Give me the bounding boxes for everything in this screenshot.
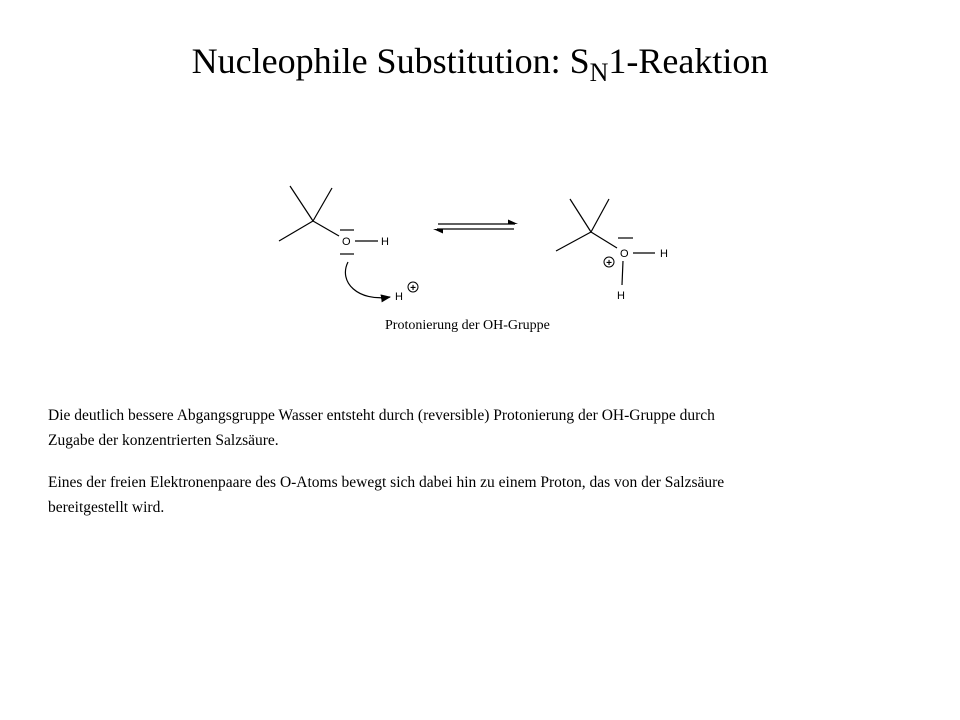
left-bond-3: [279, 221, 313, 241]
title-main: Nucleophile Substitution: S: [191, 41, 590, 81]
right-bond-1: [570, 199, 591, 232]
right-oxygen-label: O: [620, 248, 629, 260]
left-bond-co: [313, 221, 339, 236]
right-charge-sign: +: [606, 258, 612, 269]
title-subscript: N: [589, 58, 609, 87]
right-hydrogen-label-1: H: [660, 248, 668, 260]
right-bond-3: [556, 232, 591, 251]
scheme-caption: Protonierung der OH-Gruppe: [385, 318, 550, 333]
proton-label: H: [395, 291, 403, 303]
paragraph-1: [48, 403, 898, 453]
equilibrium-arrows: [433, 220, 518, 234]
left-bond-2: [313, 188, 332, 221]
right-bond-2: [591, 199, 609, 232]
electron-pair-arrow: [345, 262, 390, 298]
reverse-arrow-head: [433, 229, 443, 234]
paragraph-2-line-1: Eines der freien Elektronenpaare des O-Atoms bewegt sich dabei hin zu einem Proton, das von der Salzsäure: [48, 474, 725, 491]
right-bond-co: [591, 232, 617, 248]
left-molecule: [279, 186, 378, 254]
paragraph-1-line-1: Die deutlich bessere Abgangsgruppe Wasser entsteht durch (reversible) Protonierung der OH-Gruppe durch: [48, 407, 715, 424]
paragraph-2-line-2: bereitgestellt wird.: [48, 499, 165, 516]
left-oxygen-label: O: [342, 236, 351, 248]
proton-charge-sign: +: [410, 283, 416, 294]
right-molecule: [556, 199, 655, 285]
forward-arrow-head: [508, 220, 518, 225]
paragraph-2: [48, 470, 898, 520]
paragraph-1-line-2: Zugabe der konzentrierten Salzsäure.: [48, 432, 279, 449]
left-hydrogen-label: H: [381, 236, 389, 248]
right-bond-oh2: [622, 261, 623, 285]
left-bond-1: [290, 186, 313, 221]
right-hydrogen-label-2: H: [617, 290, 625, 302]
title-suffix: 1-Reaktion: [608, 41, 769, 81]
